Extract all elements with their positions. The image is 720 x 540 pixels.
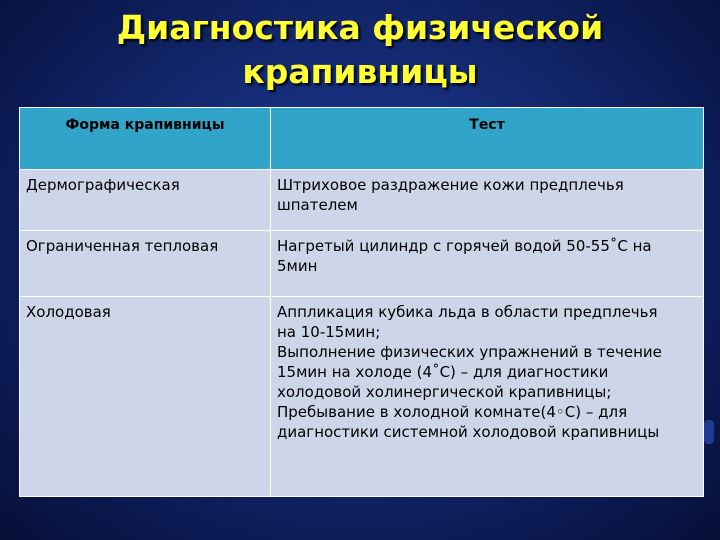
header-form: Форма крапивницы xyxy=(20,108,271,170)
cell-test xyxy=(271,231,704,297)
slide-title xyxy=(0,6,720,94)
diagnostics-table xyxy=(19,107,704,497)
cell-form: Холодовая xyxy=(20,297,271,497)
test-line: 5мин xyxy=(277,257,318,275)
test-line: Выполнение физических упражнений в течение xyxy=(277,343,662,361)
table-row xyxy=(20,170,704,231)
cell-form: Ограниченная тепловая xyxy=(20,231,271,297)
test-line: диагностики системной холодовой крапивницы xyxy=(277,423,660,441)
table-row xyxy=(20,231,704,297)
test-line: Нагретый цилиндр с горячей водой 50-55˚С на xyxy=(277,237,652,255)
cell-test xyxy=(271,297,704,497)
decorative-marker xyxy=(704,420,714,444)
cell-form: Дермографическая xyxy=(20,170,271,231)
table-header-row xyxy=(20,108,704,170)
test-line: 15мин на холоде (4˚С) – для диагностики xyxy=(277,363,609,381)
header-test: Тест xyxy=(271,108,704,170)
test-line: Пребывание в холодной комнате(4◦С) – для xyxy=(277,403,628,421)
cell-test xyxy=(271,170,704,231)
test-line: на 10-15мин; xyxy=(277,323,381,341)
table-row xyxy=(20,297,704,497)
test-line: Штриховое раздражение кожи предплечья xyxy=(277,176,624,194)
test-line: Аппликация кубика льда в области предплечья xyxy=(277,303,658,321)
slide-title-line-1: Диагностика физической xyxy=(116,8,604,47)
test-line: шпателем xyxy=(277,196,358,214)
slide-title-line-2: крапивницы xyxy=(242,52,478,91)
test-line: холодовой холинергической крапивницы; xyxy=(277,383,612,401)
